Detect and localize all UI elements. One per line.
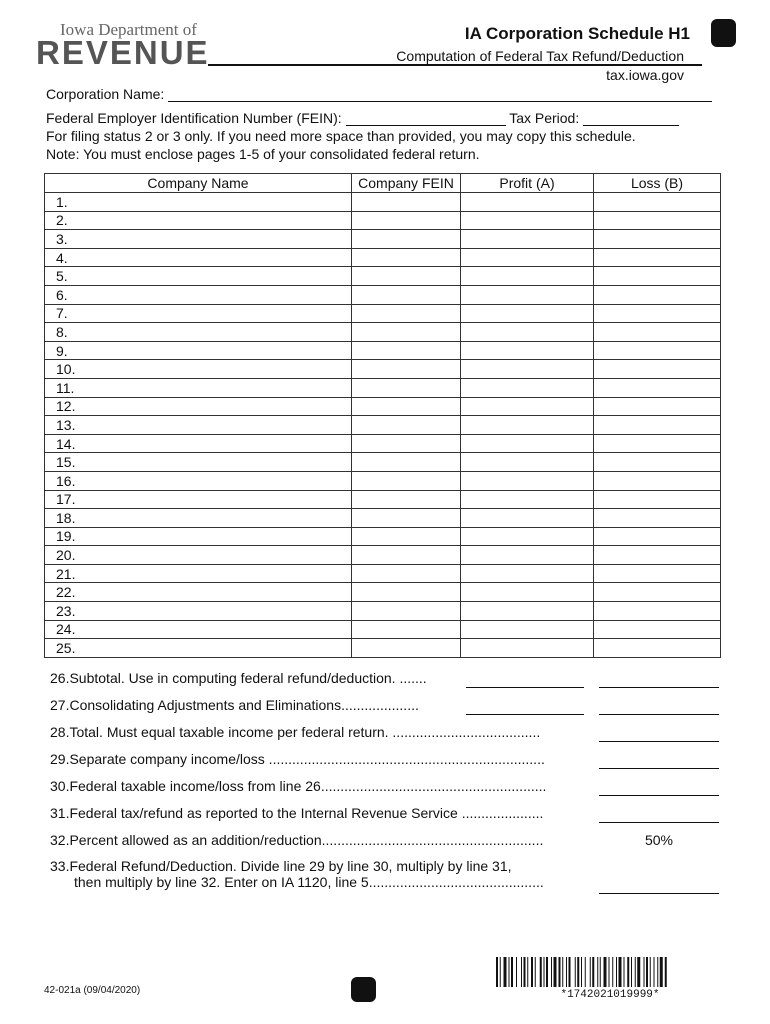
company-fein-cell[interactable] (352, 230, 461, 249)
loss-cell[interactable] (594, 360, 721, 379)
company-name-cell[interactable] (45, 546, 352, 565)
barcode-bar (569, 957, 571, 987)
barcode (496, 957, 724, 989)
barcode-bar (616, 957, 617, 987)
profit-cell[interactable] (461, 360, 594, 379)
barcode-bar (646, 957, 648, 987)
table-row (45, 304, 721, 323)
profit-cell[interactable] (461, 193, 594, 212)
line-number: 27. (50, 697, 70, 713)
barcode-bar (581, 957, 582, 987)
barcode-bar (544, 957, 545, 987)
barcode-bar (624, 957, 625, 987)
company-name-cell[interactable] (45, 453, 352, 472)
barcode-bar (504, 957, 507, 987)
company-name-cell[interactable] (45, 416, 352, 435)
barcode-bar (597, 957, 598, 987)
loss-cell[interactable] (594, 285, 721, 304)
line-item-33 (50, 858, 544, 890)
barcode-bar (540, 957, 542, 987)
row-number: 20. (56, 547, 76, 564)
website-text: tax.iowa.gov (606, 67, 684, 83)
barcode-bar (635, 957, 636, 987)
row-number: 3. (56, 230, 68, 247)
line-description: Subtotal. Use in computing federal refund/deduction. ....... (69, 670, 427, 686)
column-header-profit: Profit (A) (461, 174, 594, 193)
table-row (45, 193, 721, 212)
barcode-bar (665, 957, 667, 987)
company-fein-cell[interactable] (352, 583, 461, 602)
profit-cell[interactable] (461, 527, 594, 546)
loss-cell[interactable] (594, 471, 721, 490)
company-name-cell[interactable] (45, 471, 352, 490)
profit-cell[interactable] (461, 434, 594, 453)
company-fein-cell[interactable] (352, 397, 461, 416)
company-fein-cell[interactable] (352, 378, 461, 397)
line-description: Percent allowed as an addition/reduction......................................................... (69, 832, 544, 848)
header-rule (208, 64, 702, 66)
corporation-name-field[interactable] (168, 87, 712, 102)
profit-cell[interactable] (461, 267, 594, 286)
loss-cell[interactable] (594, 416, 721, 435)
row-number: 9. (56, 342, 68, 359)
line-27-amount-field[interactable] (599, 714, 719, 715)
company-name-cell[interactable] (45, 602, 352, 621)
line-item-31 (50, 805, 543, 821)
barcode-bar (554, 957, 557, 987)
loss-cell[interactable] (594, 602, 721, 621)
fein-row (46, 110, 679, 126)
line-description: Separate company income/loss ....................................................................... (69, 751, 545, 767)
logo-text-main: REVENUE (36, 34, 210, 71)
column-header-company-name: Company Name (45, 174, 352, 193)
line-description: Federal tax/refund as reported to the Internal Revenue Service ..................... (69, 805, 544, 821)
barcode-bar (527, 957, 528, 987)
row-number: 15. (56, 454, 76, 471)
profit-cell[interactable] (461, 639, 594, 658)
loss-cell[interactable] (594, 434, 721, 453)
company-name-cell[interactable] (45, 620, 352, 639)
company-fein-cell[interactable] (352, 341, 461, 360)
barcode-bar (577, 957, 579, 987)
corporation-name-row (46, 86, 712, 102)
loss-cell[interactable] (594, 620, 721, 639)
company-name-cell[interactable] (45, 490, 352, 509)
profit-cell[interactable] (461, 285, 594, 304)
company-fein-cell[interactable] (352, 527, 461, 546)
company-fein-cell[interactable] (352, 323, 461, 342)
loss-cell[interactable] (594, 323, 721, 342)
company-name-cell[interactable] (45, 323, 352, 342)
barcode-bar (600, 957, 601, 987)
loss-cell[interactable] (594, 397, 721, 416)
company-fein-cell[interactable] (352, 211, 461, 230)
barcode-text: *1742021019999* (560, 989, 660, 1001)
barcode-bar (604, 957, 607, 987)
barcode-bar (585, 957, 586, 987)
row-number: 4. (56, 249, 68, 266)
barcode-bar (644, 957, 645, 987)
company-name-cell[interactable] (45, 564, 352, 583)
barcode-bar (511, 957, 513, 987)
loss-cell[interactable] (594, 583, 721, 602)
barcode-bar (575, 957, 576, 987)
profit-cell[interactable] (461, 471, 594, 490)
barcode-bar (509, 957, 510, 987)
company-name-cell[interactable] (45, 397, 352, 416)
loss-cell[interactable] (594, 546, 721, 565)
company-name-cell[interactable] (45, 527, 352, 546)
line-27-profit-field[interactable] (466, 714, 584, 715)
table-row (45, 323, 721, 342)
line-item-28 (50, 724, 540, 740)
profit-cell[interactable] (461, 416, 594, 435)
line-item-30 (50, 778, 546, 794)
line-26-profit-field[interactable] (466, 687, 584, 688)
barcode-bar (531, 957, 533, 987)
row-number: 5. (56, 268, 68, 285)
barcode-bar (592, 957, 594, 987)
loss-cell[interactable] (594, 211, 721, 230)
table-row (45, 564, 721, 583)
profit-cell[interactable] (461, 341, 594, 360)
table-row (45, 248, 721, 267)
company-fein-cell[interactable] (352, 193, 461, 212)
line-33-amount-field[interactable] (599, 893, 719, 894)
profit-cell[interactable] (461, 583, 594, 602)
company-name-cell[interactable] (45, 248, 352, 267)
row-number: 21. (56, 565, 76, 582)
barcode-bar (657, 957, 658, 987)
table-row (45, 546, 721, 565)
company-table (44, 173, 721, 658)
company-name-cell[interactable] (45, 583, 352, 602)
profit-cell[interactable] (461, 378, 594, 397)
loss-cell[interactable] (594, 509, 721, 528)
line-item-32 (50, 832, 543, 848)
company-name-cell[interactable] (45, 639, 352, 658)
company-fein-cell[interactable] (352, 620, 461, 639)
row-number: 22. (56, 584, 76, 601)
company-fein-cell[interactable] (352, 360, 461, 379)
line-item-26 (50, 670, 427, 686)
fein-label: Federal Employer Identification Number (FEIN): (46, 110, 342, 126)
line-32-value: 50% (644, 832, 674, 848)
barcode-bar (516, 957, 517, 987)
row-number: 12. (56, 398, 76, 415)
company-name-cell[interactable] (45, 267, 352, 286)
line-number: 33. (50, 858, 70, 874)
company-fein-cell[interactable] (352, 416, 461, 435)
line-29-amount-field[interactable] (599, 768, 719, 769)
profit-cell[interactable] (461, 248, 594, 267)
page-title: IA Corporation Schedule H1 (464, 24, 690, 43)
fein-field[interactable] (346, 111, 506, 126)
company-fein-cell[interactable] (352, 639, 461, 658)
table-row (45, 434, 721, 453)
profit-cell[interactable] (461, 546, 594, 565)
company-name-cell[interactable] (45, 378, 352, 397)
table-row (45, 211, 721, 230)
company-fein-cell[interactable] (352, 434, 461, 453)
company-name-cell[interactable] (45, 193, 352, 212)
row-number: 2. (56, 212, 68, 229)
column-header-company-fein: Company FEIN (352, 174, 461, 193)
line-number: 32. (50, 832, 70, 848)
enclose-note: Note: You must enclose pages 1-5 of your consolidated federal return. (46, 146, 480, 162)
company-fein-cell[interactable] (352, 564, 461, 583)
corporation-name-label: Corporation Name: (46, 86, 165, 102)
row-number: 25. (56, 640, 76, 657)
row-number: 7. (56, 305, 68, 322)
barcode-bar (551, 957, 552, 987)
row-number: 10. (56, 361, 76, 378)
company-name-cell[interactable] (45, 509, 352, 528)
profit-cell[interactable] (461, 230, 594, 249)
barcode-bar (660, 957, 663, 987)
company-name-cell[interactable] (45, 230, 352, 249)
table-row (45, 620, 721, 639)
row-number: 24. (56, 621, 76, 638)
profit-cell[interactable] (461, 397, 594, 416)
barcode-bar (612, 957, 613, 987)
row-number: 17. (56, 491, 76, 508)
line-item-27 (50, 697, 419, 713)
company-name-cell[interactable] (45, 211, 352, 230)
barcode-bar (535, 957, 536, 987)
line-28-amount-field[interactable] (599, 741, 719, 742)
table-header-row (45, 174, 721, 193)
company-name-cell[interactable] (45, 341, 352, 360)
table-row (45, 285, 721, 304)
loss-cell[interactable] (594, 267, 721, 286)
table-row (45, 527, 721, 546)
company-fein-cell[interactable] (352, 602, 461, 621)
row-number: 18. (56, 509, 76, 526)
profit-cell[interactable] (461, 602, 594, 621)
line-31-amount-field[interactable] (599, 822, 719, 823)
table-row (45, 509, 721, 528)
table-row (45, 341, 721, 360)
barcode-bar (609, 957, 610, 987)
row-number: 16. (56, 472, 76, 489)
company-fein-cell[interactable] (352, 285, 461, 304)
company-fein-cell[interactable] (352, 509, 461, 528)
row-number: 23. (56, 602, 76, 619)
profit-cell[interactable] (461, 564, 594, 583)
barcode-bar (654, 957, 655, 987)
company-fein-cell[interactable] (352, 490, 461, 509)
loss-cell[interactable] (594, 378, 721, 397)
tax-period-label: Tax Period: (509, 110, 580, 126)
line-description: Federal Refund/Deduction. Divide line 29 by line 30, multiply by line 31, (69, 858, 512, 874)
company-fein-cell[interactable] (352, 248, 461, 267)
profit-cell[interactable] (461, 490, 594, 509)
loss-cell[interactable] (594, 527, 721, 546)
barcode-bar (637, 957, 640, 987)
table-row (45, 416, 721, 435)
line-number: 30. (50, 778, 70, 794)
line-number: 31. (50, 805, 70, 821)
barcode-bar (590, 957, 591, 987)
loss-cell[interactable] (594, 564, 721, 583)
table-row (45, 583, 721, 602)
barcode-bar (559, 957, 561, 987)
profit-cell[interactable] (461, 211, 594, 230)
company-fein-cell[interactable] (352, 471, 461, 490)
company-fein-cell[interactable] (352, 453, 461, 472)
barcode-bar (562, 957, 563, 987)
loss-cell[interactable] (594, 639, 721, 658)
registration-marker-bottom (351, 977, 376, 1002)
table-row (45, 639, 721, 658)
loss-cell[interactable] (594, 453, 721, 472)
profit-cell[interactable] (461, 304, 594, 323)
table-row (45, 602, 721, 621)
barcode-bar (619, 957, 622, 987)
registration-marker-top (711, 19, 736, 47)
company-name-cell[interactable] (45, 285, 352, 304)
barcode-bar (566, 957, 567, 987)
loss-cell[interactable] (594, 304, 721, 323)
company-name-cell[interactable] (45, 304, 352, 323)
line-30-amount-field[interactable] (599, 795, 719, 796)
logo-text-top: Iowa Department of (60, 20, 197, 39)
company-fein-cell[interactable] (352, 304, 461, 323)
loss-cell[interactable] (594, 230, 721, 249)
column-header-loss: Loss (B) (594, 174, 721, 193)
row-number: 6. (56, 286, 68, 303)
barcode-bar (631, 957, 632, 987)
barcode-bar (524, 957, 526, 987)
profit-cell[interactable] (461, 453, 594, 472)
table-row (45, 453, 721, 472)
line-item-29 (50, 751, 545, 767)
barcode-bar (496, 957, 498, 987)
line-26-amount-field[interactable] (599, 687, 719, 688)
company-fein-cell[interactable] (352, 546, 461, 565)
line-description: Federal taxable income/loss from line 26.......................................................... (69, 778, 547, 794)
company-name-cell[interactable] (45, 434, 352, 453)
row-number: 13. (56, 416, 76, 433)
profit-cell[interactable] (461, 509, 594, 528)
row-number: 1. (56, 193, 68, 210)
row-number: 14. (56, 435, 76, 452)
form-id: 42-021a (09/04/2020) (44, 985, 141, 996)
line-number: 26. (50, 670, 70, 686)
loss-cell[interactable] (594, 193, 721, 212)
line-number: 29. (50, 751, 70, 767)
loss-cell[interactable] (594, 248, 721, 267)
barcode-bar (546, 957, 548, 987)
loss-cell[interactable] (594, 341, 721, 360)
profit-cell[interactable] (461, 323, 594, 342)
profit-cell[interactable] (461, 620, 594, 639)
barcode-bar (500, 957, 501, 987)
row-number: 11. (56, 379, 75, 396)
barcode-bar (521, 957, 522, 987)
table-row (45, 490, 721, 509)
tax-period-field[interactable] (583, 111, 679, 126)
company-fein-cell[interactable] (352, 267, 461, 286)
line-number: 28. (50, 724, 70, 740)
row-number: 8. (56, 323, 68, 340)
filing-status-note: For filing status 2 or 3 only. If you need more space than provided, you may copy this schedule. (46, 128, 636, 144)
loss-cell[interactable] (594, 490, 721, 509)
table-row (45, 378, 721, 397)
barcode-bar (650, 957, 651, 987)
line-description: Total. Must equal taxable income per federal return. ...................................... (69, 724, 541, 740)
table-row (45, 397, 721, 416)
line-description-continued: then multiply by line 32. Enter on IA 1120, line 5............................................. (74, 874, 544, 890)
line-description: Consolidating Adjustments and Eliminations.................... (69, 697, 419, 713)
table-row (45, 471, 721, 490)
table-row (45, 267, 721, 286)
page-subtitle: Computation of Federal Tax Refund/Deduction (396, 48, 684, 64)
table-row (45, 360, 721, 379)
table-row (45, 230, 721, 249)
row-number: 19. (56, 528, 76, 545)
barcode-bar (627, 957, 629, 987)
company-name-cell[interactable] (45, 360, 352, 379)
table-body (45, 193, 721, 658)
